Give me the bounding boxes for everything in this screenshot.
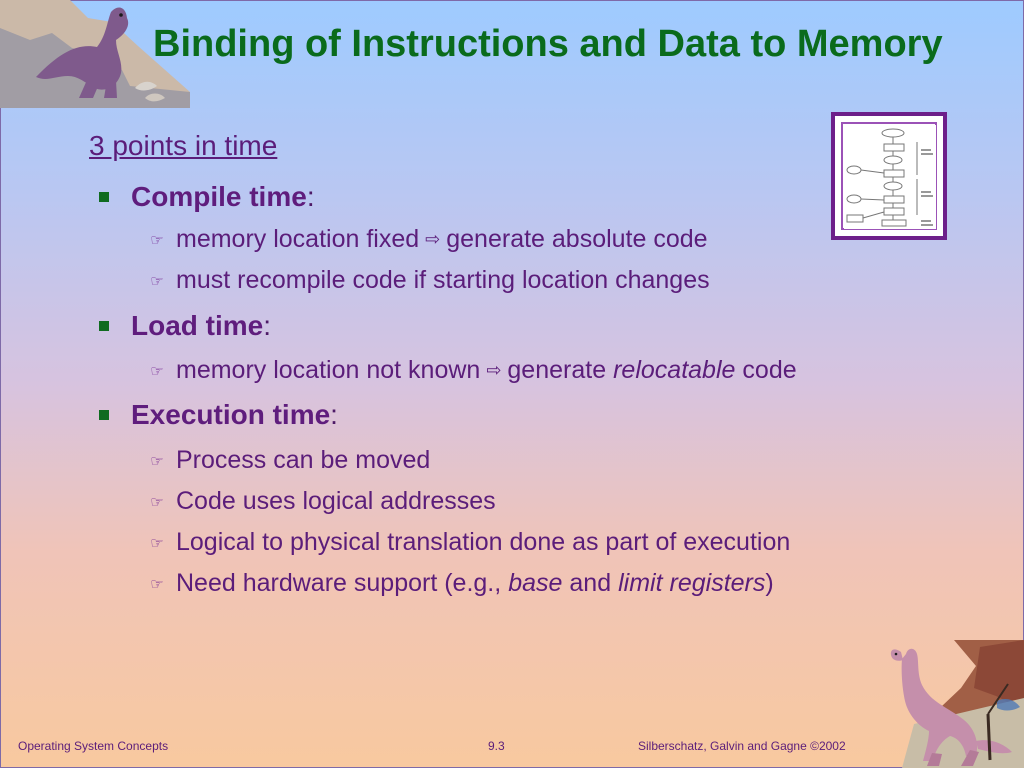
subbullet-text-prefix: Need hardware support (e.g.,: [176, 569, 502, 597]
diagram-thumbnail-graphic: [844, 125, 936, 229]
subbullet-memory-not-known: [146, 356, 797, 385]
square-bullet-icon: [99, 410, 109, 420]
subbullet-process-moved: [146, 446, 430, 475]
pointing-hand-icon: ☞: [150, 362, 164, 380]
pointing-hand-icon: ☞: [150, 272, 164, 290]
right-arrow-icon: ⇨: [425, 229, 441, 249]
subbullet-text-prefix: memory location fixed: [176, 225, 420, 253]
footer-course-title: Operating System Concepts: [18, 739, 169, 753]
subbullet-text-suffix: code: [742, 356, 797, 384]
bullet-load-time: [99, 310, 271, 342]
pointing-hand-icon: ☞: [150, 493, 164, 511]
subbullet-text: Process can be moved: [176, 446, 431, 474]
footer-slide-number: 9.3: [488, 739, 505, 753]
subbullet-text-middle: generate: [507, 356, 607, 384]
bullet-colon: :: [263, 310, 272, 341]
slide-title: Binding of Instructions and Data to Memory: [153, 23, 943, 65]
diagram-thumbnail-inner: [835, 116, 943, 236]
section-heading: 3 points in time: [89, 130, 278, 161]
subbullet-text-suffix: generate absolute code: [446, 225, 708, 253]
subbullet-memory-fixed: [146, 225, 708, 254]
subbullet-translation: [146, 528, 790, 557]
subbullet-logical-addresses: [146, 487, 496, 516]
square-bullet-icon: [99, 192, 109, 202]
subbullet-text: Logical to physical translation done as part of execution: [176, 528, 791, 556]
diagram-thumbnail-icon: [831, 112, 947, 240]
bullet-execution-time: [99, 399, 338, 431]
subbullet-italic-base: base: [508, 569, 563, 597]
subbullet-text-prefix: memory location not known: [176, 356, 481, 384]
bullet-label: Compile time: [131, 181, 307, 212]
bullet-label: Execution time: [131, 399, 331, 430]
subbullet-recompile: [146, 266, 710, 295]
right-arrow-icon: ⇨: [486, 360, 502, 380]
pointing-hand-icon: ☞: [150, 575, 164, 593]
bullet-colon: :: [330, 399, 338, 430]
subbullet-text-suffix: ): [765, 569, 774, 597]
subbullet-hardware-support: [146, 569, 774, 598]
subbullet-text: must recompile code if starting location changes: [176, 266, 710, 294]
pointing-hand-icon: ☞: [150, 534, 164, 552]
subbullet-italic-limit-registers: limit registers: [618, 569, 766, 597]
footer-copyright: Silberschatz, Galvin and Gagne ©2002: [638, 739, 846, 753]
bullet-compile-time: [99, 181, 315, 213]
subbullet-text-middle: and: [569, 569, 612, 597]
square-bullet-icon: [99, 321, 109, 331]
pointing-hand-icon: ☞: [150, 231, 164, 249]
pointing-hand-icon: ☞: [150, 452, 164, 470]
bullet-label: Load time: [131, 310, 264, 341]
bullet-colon: :: [306, 181, 315, 212]
dinosaur-icon: [884, 640, 1024, 768]
subbullet-italic-relocatable: relocatable: [613, 356, 736, 384]
subbullet-text: Code uses logical addresses: [176, 487, 496, 515]
